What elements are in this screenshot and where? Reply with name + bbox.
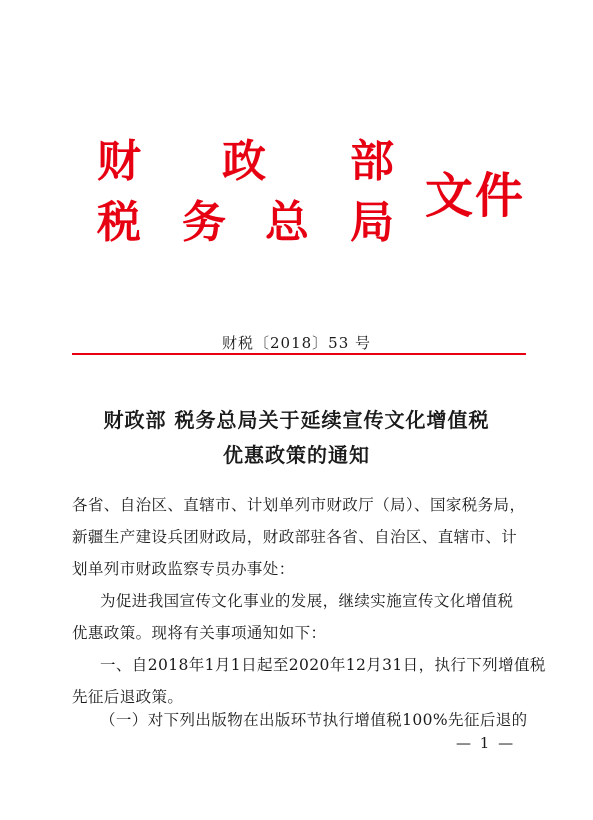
paragraph-2-line-1: 一、自2018年1月1日起至2020年12月31日，执行下列增值税 [100,656,546,674]
page-number: — 1 — [456,734,516,752]
paragraph-2-line-2: 先征后退政策。 [72,688,184,706]
header-char-bu: 部 [350,136,394,187]
header-char-cai: 财 [97,136,141,187]
addressee-line-1: 各省、自治区、直辖市、计划单列市财政厅（局）、国家税务局， [72,496,526,514]
addressee-line-3: 划单列市财政监察专员办事处： [72,560,295,578]
title-line-1: 财政部 税务总局关于延续宣传文化增值税 [103,408,490,432]
paragraph-1-line-1: 为促进我国宣传文化事业的发展，继续实施宣传文化增值税 [100,592,514,610]
header-char-wu: 务 [182,197,226,248]
paragraph-3-line-1: （一）对下列出版物在出版环节执行增值税100%先征后退的 [100,711,528,729]
paragraph-1-line-2: 优惠政策。现将有关事项通知如下： [72,624,327,642]
header-char-zong: 总 [265,197,309,248]
header-wenjian: 文件 [425,168,526,224]
header-char-ju: 局 [350,197,394,248]
header-char-shui: 税 [97,197,141,248]
header-char-zheng: 政 [222,136,266,187]
red-divider [72,353,526,355]
title-line-2: 优惠政策的通知 [223,443,370,467]
addressee-line-2: 新疆生产建设兵团财政局，财政部驻各省、自治区、直辖市、计 [72,528,518,546]
document-number: 财税〔2018〕53 号 [221,334,372,352]
